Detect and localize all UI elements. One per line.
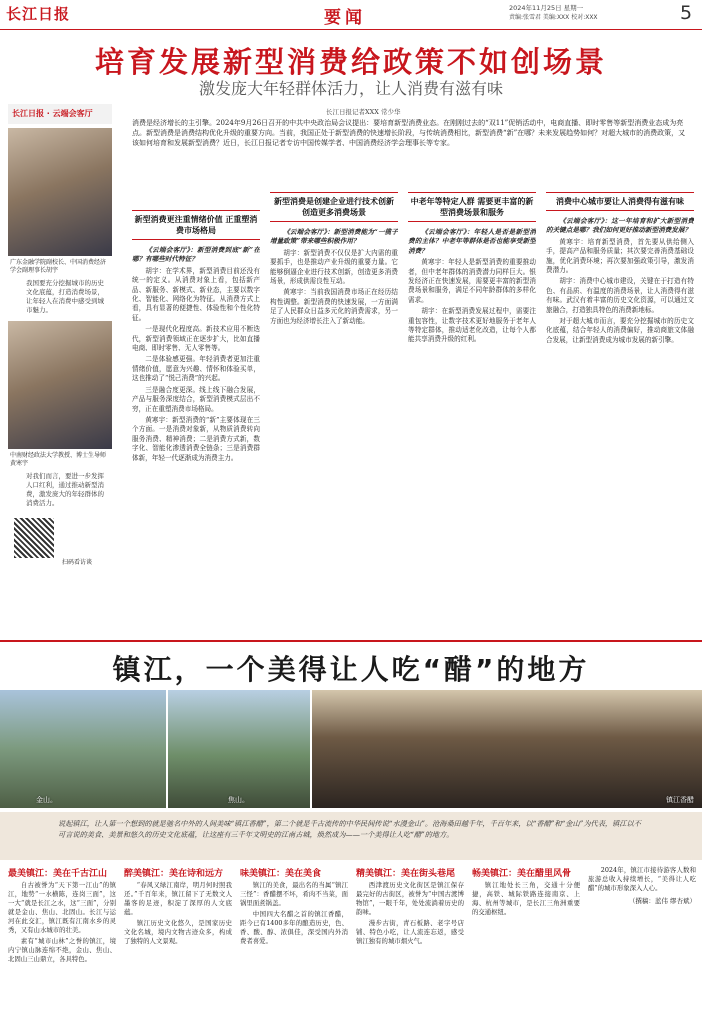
- section-tag: 畅美镇江：美在醋里风骨: [472, 869, 572, 879]
- paragraph: 镇江的美食，最出名的当属“镇江三怪”：香醋摆不坏，肴肉不当菜，面锅里面煮锅盖。: [240, 881, 348, 907]
- guest-caption-1: 广东金融学院副校长、中国消费经济学会副理事长胡宇: [10, 259, 107, 274]
- paragraph: 三是融合度更深。线上线下融合发展，产品与服务深度结合，新型消费模式层出不穷，正在重塑消费市场格局。: [132, 385, 260, 413]
- photo-caption: 金山。: [36, 796, 57, 804]
- photo-vinegar: [312, 690, 702, 808]
- article-column-3: [408, 188, 536, 634]
- paragraph: 胡宇：在学术界，新型消费目前还没有统一的定义。从消费对象上看，包括新产品、新服务、新模式、新业态，主要以数字化、智能化、网络化为特征。从消费方式上看，具有显著的便捷性、体验性和个性化特征。: [132, 266, 260, 322]
- issue-date: 2024年11月25日 星期一: [509, 4, 584, 12]
- article-column-4: [546, 188, 694, 634]
- article-column-1: [132, 206, 260, 634]
- paragraph: 胡宇：消费中心城市建设，关键在于打造有特色、有品质、有温度的消费场景，让人消费得有滋有味。武汉有着丰富的历史文化资源，可以通过文旅融合，打造独具特色的消费新地标。: [546, 277, 694, 314]
- paragraph: 西津渡历史文化街区是镇江保存最完好的古街区，被誉为“中国古渡博物馆”，一眼千年，处处流淌着历史的韵味。: [356, 881, 464, 916]
- paragraph: 胡宇：在新型消费发展过程中，需要注重包容性，让数字技术更好地服务于老年人等特定群体，推动适老化改造，让每个人都能共享消费升级的红利。: [408, 307, 536, 344]
- paragraph: 《云端会客厅》：新型消费到底“新”在哪？有哪些时代特征？: [132, 246, 260, 264]
- photo-jinshan: [0, 690, 166, 808]
- lower-column-5: [472, 866, 580, 1022]
- photo-jiaoshan: [168, 690, 310, 808]
- photo-caption: 焦山。: [228, 796, 249, 804]
- section-heading: 消费中心城市要让人消费得有滋有味: [546, 192, 694, 211]
- photo-strip: [0, 690, 702, 808]
- section-heading: 新型消费更注重情绪价值 正重塑消费市场格局: [132, 210, 260, 240]
- paragraph: “春风又绿江南岸，明月何时照我还。”千百年来，镇江留下了无数文人墨客的足迹，积淀了深厚的人文底蕴。: [124, 881, 232, 916]
- interview-sidebar: [8, 104, 112, 638]
- section-tag: 精美镇江：美在街头巷尾: [356, 869, 456, 879]
- main-headline: 培育发展新型消费给政策不如创场景: [94, 45, 607, 79]
- paragraph: 一是现代化程度高。新技术应用不断迭代，新型消费领域正在逐步扩大，比如直播电商、即时零售、无人零售等。: [132, 325, 260, 353]
- lower-column-6: [588, 866, 696, 1022]
- paragraph: 黄寒宇：新型消费的“新”主要体现在三个方面。一是消费对象新，从物质消费转向服务消费、精神消费；二是消费方式新，数字化、智能化渗透消费全链条；三是消费群体新，年轻一代逐渐成为消费主力。: [132, 415, 260, 462]
- editor-credits: 责编:张雪君 美编:XXX 校对:XXX: [509, 14, 598, 21]
- paragraph: 对于超大城市而言，要充分挖掘城市的历史文化底蕴，结合年轻人的消费偏好，推动商旅文体融合发展，让新型消费成为城市发展的新引擎。: [546, 317, 694, 344]
- section-tag: 味美镇江：美在美食: [240, 869, 322, 879]
- paragraph: 黄寒宇：当前我国消费市场正在经历结构性调整。新型消费的快速发展，一方面满足了人民群众日益多元化的消费需求，另一方面也为经济增长注入了新动能。: [270, 288, 398, 325]
- guest-photo-2: [8, 321, 112, 449]
- lower-column-1: [8, 866, 116, 1022]
- article-credit: （撰稿：蓝伟 缪杏斌）: [628, 897, 696, 905]
- paragraph: 黄寒宇：培育新型消费，首先要从供给侧入手，提高产品和服务质量；其次要完善消费基础设施，优化消费环境；再次要加强政策引导，激发消费潜力。: [546, 237, 694, 275]
- paragraph: 中国四大名醋之首的镇江香醋，距今已有1400多年的酿造历史，色、香、酸、醇、浓俱佳，深受国内外消费者喜爱。: [240, 910, 348, 945]
- newspaper-logo: 长江日报: [6, 5, 71, 23]
- paragraph: 镇江历史文化悠久，是国家历史文化名城，境内文物古迹众多，构成了独特的人文景观。: [124, 919, 232, 945]
- paragraph: 《云端会客厅》：新型消费能为“一揽子增量政策”带来哪些积极作用？: [270, 228, 398, 246]
- section-tag: 醉美镇江：美在诗和远方: [124, 869, 224, 879]
- paragraph: 《云端会客厅》：年轻人是否是新型消费的主体？中老年等群体是否也能享受新型消费？: [408, 228, 536, 255]
- guest-caption-2: 中南财经政法大学教授、博士生导师黄寒宇: [10, 452, 107, 467]
- second-headline: 镇江，一个美得让人吃“醋”的地方: [112, 653, 590, 686]
- paragraph: 二是体验感更强。年轻消费者更加注重情绪价值，愿意为兴趣、情怀和体验买单，这也推动了“悦己消费”的兴起。: [132, 355, 260, 383]
- lead-paragraph: 消费是经济增长的主引擎。2024年9月26日召开的中共中央政治局会议提出：要培育新型消费业态。在刚刚过去的“双11”促销活动中，电商直播、即时零售等新型消费业态成为亮点。新型消费是消费结构优化升级的重要方向。当前，我国正处于新型消费的快速增长阶段，与传统消费相比，新型消费“新”在哪？未来发展趋势如何？对超大城市的消费政策，又该如何培育和发展新型消费？近日，长江日报记者专访中国传媒学者、中国消费经济学会理事长等专家。: [132, 119, 686, 147]
- section-title: 要闻: [324, 8, 366, 28]
- section-heading: 中老年等特定人群 需要更丰富的新型消费场景和服务: [408, 192, 536, 222]
- guest-quote-1: 我国要充分挖掘城市的历史文化底蕴，打造消费场景，让年轻人在消费中感受到城市魅力。: [26, 279, 104, 314]
- paragraph: 漫步古街，青石板路、老字号店铺、特色小吃，让人流连忘返，感受镇江独有的城市烟火气。: [356, 919, 464, 945]
- masthead: [0, 0, 702, 30]
- section-divider: [0, 640, 702, 642]
- byline: 长江日报记者XXX 常少华: [326, 108, 401, 116]
- sidebar-banner: 长江日报 · 云端会客厅: [8, 104, 112, 124]
- paragraph: 素有“城市山林”之誉的镇江，境内宁镇山脉连绵不绝，金山、焦山、北固山三山鼎立，各具特色。: [8, 937, 116, 963]
- lower-column-3: [240, 866, 348, 1022]
- paragraph: 自古被誉为“天下第一江山”的镇江，地势“一水横陈，连岗三面”，这一大“就是长江之水，这“三面”，分别就是金山、焦山、北固山。长江与运河在此交汇，镇江既有江南水乡的灵秀，又有山水城市的壮美。: [8, 881, 116, 934]
- paragraph: 胡宇：新型消费不仅仅是扩大内需的重要抓手，也是推动产业升级的重要力量。它能够倒逼企业进行技术创新，创造更多消费场景，形成供需良性互动。: [270, 248, 398, 286]
- section-tag: 最美镇江：美在千古江山: [8, 869, 108, 879]
- main-subhead: 激发庞大年轻群体活力，让人消费有滋有味: [198, 79, 503, 98]
- intro-box: 说起镇江，让人第一个想到的就是驰名中外的人间美味“镇江香醋”，第二个就是千古流传的中华民间传说“水漫金山”。沧海桑田越千年，千百年来，以“香醋”和“金山”为代表，镇江以不可言说的美食、美景和悠久的历史文化底蕴，让这座有三千年文明史的江南古城，焕然成为——一个美得让人吃“醋”的地方。: [0, 812, 702, 860]
- guest-quote-2: 对我们而言，要进一步发挥人口红利，通过推动新型消费，激发庞大的年轻群体的消费活力。: [26, 472, 104, 507]
- qr-code-icon[interactable]: [14, 518, 54, 558]
- lower-column-4: [356, 866, 464, 1022]
- lower-column-2: [124, 866, 232, 1022]
- paragraph: 镇江地处长三角，交通十分便捷，高铁、城际铁路连接南京、上海、杭州等城市，是长江三角洲重要的交通枢纽。: [472, 881, 580, 916]
- article-column-2: [270, 188, 398, 634]
- guest-photo-1: [8, 128, 112, 256]
- scan-label: 扫码看访谈: [62, 559, 93, 566]
- page-number: 5: [680, 2, 693, 24]
- paragraph: 黄寒宇：年轻人是新型消费的重要推动者，但中老年群体的消费潜力同样巨大。银发经济正在快速发展，需要更丰富的新型消费场景和服务，满足不同年龄群体的多样化需求。: [408, 258, 536, 304]
- paragraph: 《云端会客厅》：这一年培育和扩大新型消费的关键点是哪？我们如何更好推动新型消费发展？: [546, 217, 694, 235]
- paragraph: 2024年，镇江市接待游客人数和旅游总收入持续增长，“美得让人吃醋”的城市形象深入人心。: [588, 866, 696, 892]
- section-heading: 新型消费是创建企业进行技术创新 创造更多消费场景: [270, 192, 398, 222]
- photo-caption: 镇江香醋: [666, 796, 694, 804]
